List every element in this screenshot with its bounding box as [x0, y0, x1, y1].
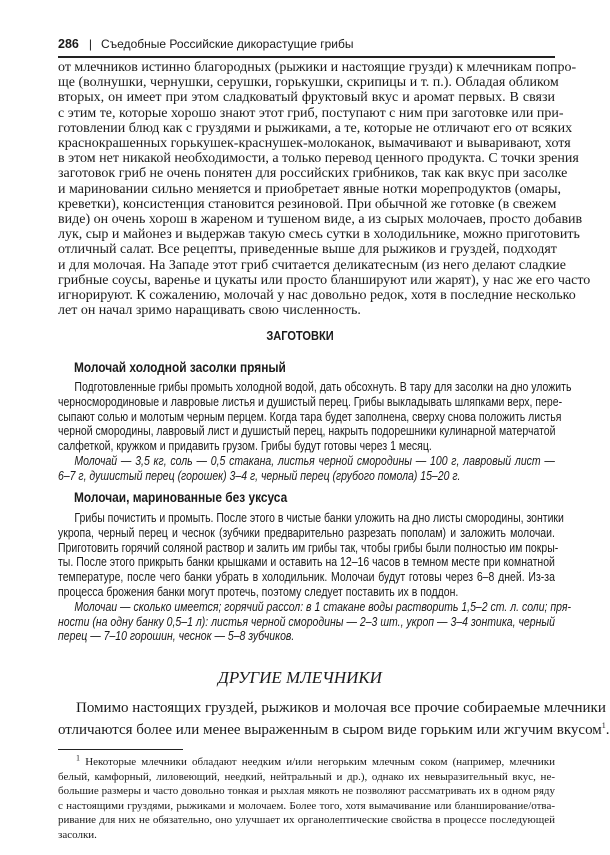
text-line: и для молочая. На Западе этот гриб считается деликатесным (из него делают сладкие — [58, 257, 566, 273]
recipe1-ingredients — [58, 454, 555, 484]
text-line: салфеткой, кружком и придавить грузом. Грибы будут готовы через 1 месяц. — [58, 438, 432, 454]
footnote-ref[interactable]: 1 — [601, 721, 606, 730]
text-line: краснокрашенных горькушек-краснушек-молоканок, вымачивают и вываривают, хотя — [58, 136, 571, 152]
text-line: 6–7 г, душистый перец (горошек) 3–4 г, черный перец (грубого помола) 15–20 г. — [58, 467, 461, 483]
intro-paragraph — [58, 60, 591, 319]
recipe2-title: Молочаи, маринованные без уксуса — [74, 489, 288, 505]
text-line: грибные соусы, варенье и цукаты или просто бланшируют или жарят), у нас же его часто — [58, 272, 591, 288]
recipe2-body — [58, 510, 571, 644]
footnote-rule — [58, 749, 183, 750]
text-line: лук, сыр и майонез и выдержав такую смесь сутки в холодильнике, можно приготовить — [58, 227, 580, 243]
text-line: температуре, после чего банки убрать в холодильник. Молочаи будут готовы через 6–8 дней. Из-за — [58, 569, 555, 585]
text-line: Грибы почистить и промыть. После этого в чистые банки уложить на дно листы смородины, зонтики — [74, 510, 564, 525]
text-line: большие размеры и часто довольно тонкая и рыхлая мякоть не позволяют рассматривать их в одном ряду — [58, 785, 555, 798]
page-number: 286 — [58, 37, 79, 51]
text-line: черносмородиновые и лавровые листья и душистый перец. Грибы выкладывать шляпками верх, пере- — [58, 393, 563, 409]
text-line: процесса брожения банки могут протечь, поэтому следует поставить их в поддон. — [58, 583, 459, 599]
text-line: Подготовленные грибы промыть холодной водой, дать обсохнуть. В тару для засолки на дно уложить — [74, 379, 572, 394]
text-line: с этим те, которые хорошо знают этот гриб, поступают с ним при заготовке или при- — [58, 105, 564, 121]
other-paragraph — [58, 697, 610, 741]
text-line: ще (волнушки, чернушки, серушки, горькушки, скрипицы и т. п.). Обладая обликом — [58, 75, 559, 91]
text-line: от млечников истинно благородных (рыжики и настоящие грузди) к млечникам попро- — [58, 60, 577, 75]
text-line: Приготовить горячий соляной раствор и залить им грибы так, чтобы грибы были полностью им покры- — [58, 539, 559, 555]
text-line: черной смородины, лавровый лист и душистый перец, накрыть подорешники кулинарной матерчатой — [58, 423, 556, 439]
text-line: белый, камфорный, лиловеющий, неедкий, нейтральный и др.), однако их невыразительный вкус, не- — [58, 770, 555, 783]
section-title: ЗАГОТОВКИ — [266, 328, 334, 343]
text-line: лет он начал зримо наращивать свою численность. — [58, 303, 361, 319]
footnote-rest — [58, 770, 555, 843]
text-line: заготовок гриб не очень понятен для российских грибников, так как вкус при засолке — [58, 166, 568, 182]
recipe2-method — [58, 510, 564, 600]
text-line: сыпают солью и молотым черным перцем. Когда тара будет заполнена, сверху снова положить листья — [58, 408, 562, 424]
text-line: с настоящими груздями, рыжиками и молочаем. Более того, хотя вымачивание или бланширование/отва- — [58, 799, 555, 812]
text-line: перец — 7–10 горошин, чеснок — 5–8 зубчиков. — [58, 628, 295, 644]
text-line: отличный салат. Все рецепты, приведенные выше для рыжиков и груздей, подходят — [58, 242, 557, 258]
recipe1-body — [58, 379, 572, 484]
footnote-line — [58, 755, 555, 770]
other-milkcaps-title: ДРУГИЕ МЛЕЧНИКИ — [218, 668, 382, 687]
recipe1-method — [58, 379, 572, 454]
footnote-text: Некоторые млечники обладают неедким и/или негорьким млечным соком (например, млечники — [85, 756, 556, 768]
running-header — [58, 37, 555, 51]
text-line: и мариновании сильно меняется и приобретает явные нотки морепродуктов (омары, — [58, 181, 562, 197]
text-line: готовлении блюд как с груздями и рыжиками, а те, которые не отличают его от всяких — [58, 120, 573, 136]
text-line: укропа, черный перец и чеснок (зубчики предварительно разрезать пополам) и заложить молочаи. — [58, 524, 555, 540]
text-line: виде) он очень хорош в жареном и тушеном виде, а из сырых молочаев, просто добавив — [58, 212, 583, 228]
text-line: Помимо настоящих груздей, рыжиков и молочая все прочие собираемые млечники — [76, 700, 606, 716]
header-separator: | — [88, 37, 92, 51]
text-line-text: отличаются более или менее выраженным в сыром виде горьким или жгучим вкусом — [58, 722, 602, 738]
text-line: отличаются более или менее выраженным в сыром виде горьким или жгучим вкусом$^1$. — [58, 721, 610, 738]
running-title: Съедобные Российские дикорастущие грибы — [100, 37, 354, 51]
header-rule — [58, 56, 555, 58]
recipe1-title: Молочай холодной засолки пряный — [74, 359, 286, 375]
footnote-marker: 1 — [76, 753, 80, 763]
text-line: игнорируют. К сожалению, молочай у нас довольно редок, хотя в последние несколько — [58, 288, 576, 304]
text-line: Молочаи — сколько имеется; горячий рассол: в 1 стакане воды растворить 1,5–2 ст. л. соли; пря- — [74, 598, 571, 614]
text-line: ривание для них не обязательно, оно улучшает их органолептические свойства в процессе последующей — [58, 814, 555, 827]
text-line: креветки), консистенция становится резиновой. При обычной же готовке (в свежем — [58, 196, 557, 212]
text-line: засолки. — [58, 828, 97, 841]
text-line: ты. После этого прикрыть банки крышками и оставить на 12–16 часов в темном месте при комнатной — [58, 554, 555, 570]
text-line: Молочай — 3,5 кг, соль — 0,5 стакана, листья черной смородины — 100 г, лавровый лист — — [74, 452, 555, 468]
footnote — [58, 755, 555, 843]
text-line: в этом нет никакой необходимости, а только перевод ценного продукта. С точки зрения — [58, 151, 579, 167]
text-line: ности (на одну банку 0,5–1 л): листья черной смородины — 2–3 шт., укроп — 3–4 зонтика, черный — [58, 613, 555, 629]
recipe2-ingredients — [58, 598, 571, 644]
text-line: вторых, он имеет при этом сладковатый фруктовый вкус и аромат первых. В связи — [58, 90, 555, 106]
